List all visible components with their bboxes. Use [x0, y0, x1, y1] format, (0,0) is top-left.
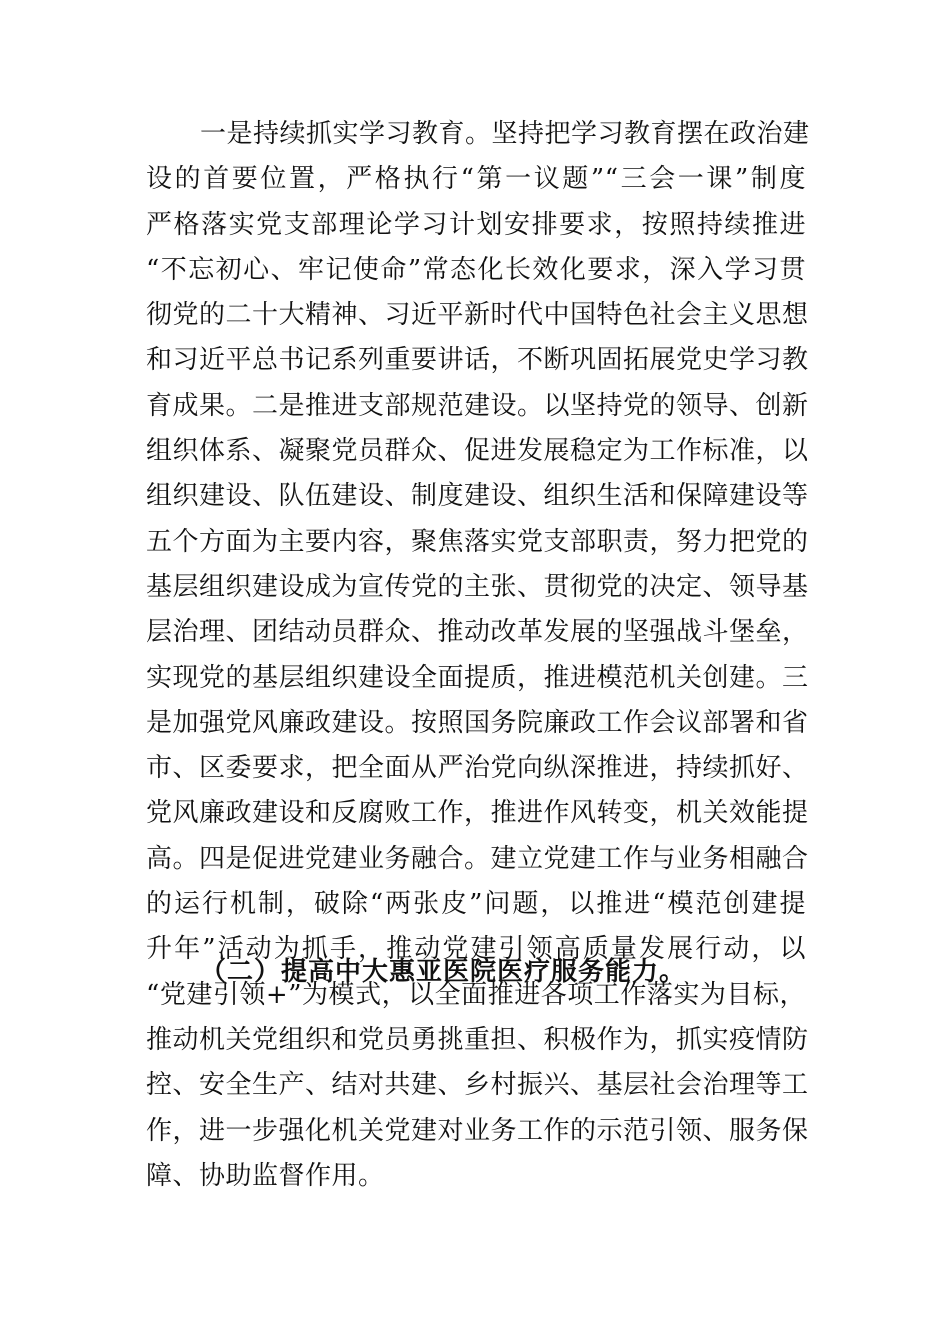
paragraph-line: 的运行机制，破除“两张皮”问题，以推进“模范创建提 — [146, 889, 806, 920]
paragraph-line: 高。四是促进党建业务融合。建立党建工作与业务相融合 — [146, 843, 809, 874]
paragraph-line: 五个方面为主要内容，聚焦落实党支部职责，努力把党的 — [146, 526, 809, 557]
paragraph-line: 彻党的二十大精神、习近平新时代中国特色社会主义思想 — [146, 300, 809, 331]
paragraph-line: 是加强党风廉政建设。按照国务院廉政工作会议部署和省 — [146, 707, 809, 738]
section-heading: （二）提高中大惠亚医院医疗服务能力。 — [200, 957, 687, 987]
paragraph-line: 党风廉政建设和反腐败工作，推进作风转变，机关效能提 — [146, 798, 809, 829]
paragraph-line: 作，进一步强化机关党建对业务工作的示范引领、服务保 — [146, 1115, 809, 1146]
paragraph-line: 设的首要位置，严格执行“第一议题”“三会一课”制度 — [146, 164, 806, 195]
paragraph-line: 推动机关党组织和党员勇挑重担、积极作为，抓实疫情防 — [146, 1024, 809, 1055]
paragraph-line: 育成果。二是推进支部规范建设。以坚持党的领导、创新 — [146, 390, 809, 421]
paragraph-line: 一是持续抓实学习教育。坚持把学习教育摆在政治建 — [200, 119, 810, 149]
paragraph-line: 和习近平总书记系列重要讲话，不断巩固拓展党史学习教 — [146, 345, 809, 376]
paragraph-line: “不忘初心、牢记使命”常态化长效化要求，深入学习贯 — [146, 254, 806, 285]
paragraph-line: 组织体系、凝聚党员群众、促进发展稳定为工作标准，以 — [146, 436, 809, 467]
paragraph-line: 升年”活动为抓手，推动党建引领高质量发展行动，以 — [146, 934, 806, 965]
body-paragraph — [146, 112, 810, 1199]
paragraph-line: 基层组织建设成为宣传党的主张、贯彻党的决定、领导基 — [146, 571, 809, 602]
paragraph-line: 障、协助监督作用。 — [146, 1160, 385, 1191]
paragraph-line: 实现党的基层组织建设全面提质，推进模范机关创建。三 — [146, 662, 809, 693]
paragraph-line: 控、安全生产、结对共建、乡村振兴、基层社会治理等工 — [146, 1070, 809, 1101]
paragraph-line: 严格落实党支部理论学习计划安排要求，按照持续推进 — [146, 209, 806, 240]
paragraph-line: 层治理、团结动员群众、推动改革发展的坚强战斗堡垒， — [146, 617, 809, 648]
paragraph-line: 市、区委要求，把全面从严治党向纵深推进，持续抓好、 — [146, 753, 809, 784]
paragraph-line: 组织建设、队伍建设、制度建设、组织生活和保障建设等 — [146, 481, 809, 512]
paragraph-line: “党建引领+”为模式，以全面推进各项工作落实为目标， — [146, 979, 806, 1010]
